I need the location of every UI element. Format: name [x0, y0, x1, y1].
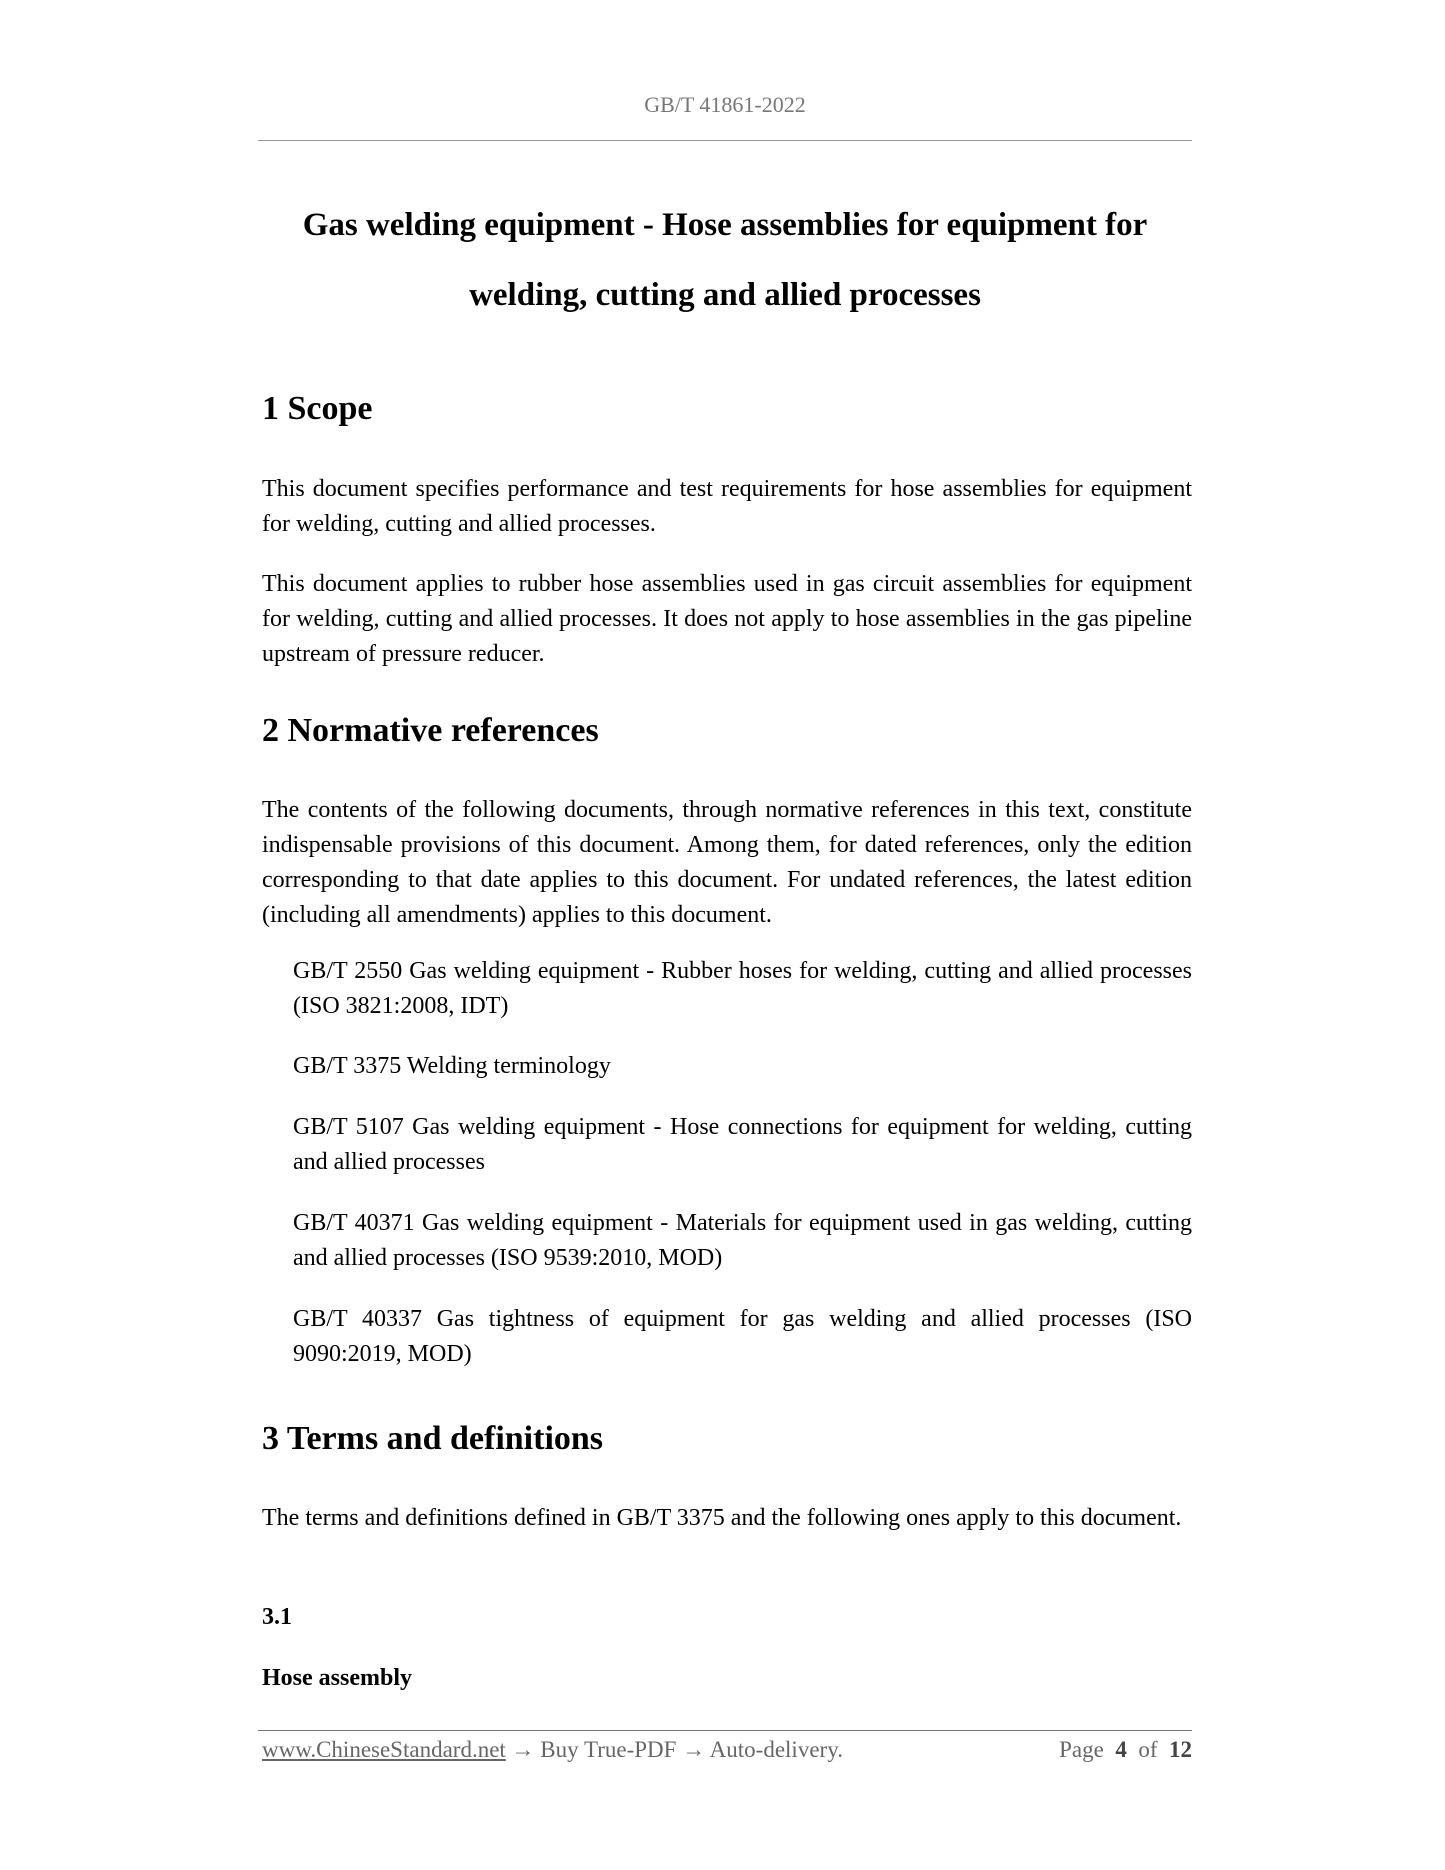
page-current: 4 [1115, 1737, 1127, 1762]
reference-item: GB/T 3375 Welding terminology [293, 1053, 611, 1079]
section-heading-scope: 1 Scope [262, 390, 373, 427]
header-divider [258, 140, 1192, 141]
reference-item: GB/T 40337 Gas tightness of equipment for gas welding and allied processes (ISO 9090:2019, MOD) [293, 1306, 1192, 1367]
scope-paragraph-1: This document specifies performance and test requirements for hose assemblies for equipment for welding, cutting and allied processes. [262, 476, 1192, 537]
page-footer [262, 1737, 1192, 1763]
page-label: Page [1059, 1737, 1104, 1762]
reference-item: GB/T 5107 Gas welding equipment - Hose connections for equipment for welding, cutting and allied processes [293, 1114, 1192, 1175]
normative-references-intro: The contents of the following documents, through normative references in this text, constitute indispensable provisions of this document. Among them, for dated references, only the edition corresponding to that date applies to this document. For undated references, the latest edition (including all amendments) applies to this document. [262, 797, 1192, 928]
delivery-text: Auto-delivery. [709, 1737, 843, 1762]
term-name: Hose assembly [262, 1665, 412, 1691]
page-total: 12 [1169, 1737, 1192, 1762]
footer-divider [258, 1730, 1192, 1731]
scope-paragraph-2: This document applies to rubber hose assemblies used in gas circuit assemblies for equipment for welding, cutting and allied processes. It does not apply to hose assemblies in the gas pipeline upstream of pressure reducer. [262, 571, 1192, 667]
buy-text: Buy True-PDF [540, 1737, 677, 1762]
arrow-icon: → [505, 1737, 541, 1762]
title-line-2: welding, cutting and allied processes [469, 277, 981, 313]
document-title [258, 190, 1192, 330]
title-line-1: Gas welding equipment - Hose assemblies for equipment for [302, 207, 1148, 243]
reference-item: GB/T 2550 Gas welding equipment - Rubber hoses for welding, cutting and allied processes (ISO 3821:2008, IDT) [293, 958, 1192, 1019]
term-number: 3.1 [262, 1604, 292, 1630]
section-heading-terms-definitions: 3 Terms and definitions [262, 1420, 604, 1457]
page-of: of [1138, 1737, 1158, 1762]
page-indicator [1059, 1737, 1192, 1763]
running-header: GB/T 41861-2022 [644, 92, 806, 117]
section-heading-normative-references: 2 Normative references [262, 712, 599, 749]
terms-intro: The terms and definitions defined in GB/T 3375 and the following ones apply to this document. [262, 1505, 1182, 1531]
site-link[interactable]: www.ChineseStandard.net [262, 1737, 506, 1762]
reference-item: GB/T 40371 Gas welding equipment - Materials for equipment used in gas welding, cutting and allied processes (ISO 9539:2010, MOD) [293, 1210, 1192, 1271]
footer-left [262, 1737, 843, 1763]
arrow-icon: → [676, 1737, 710, 1762]
